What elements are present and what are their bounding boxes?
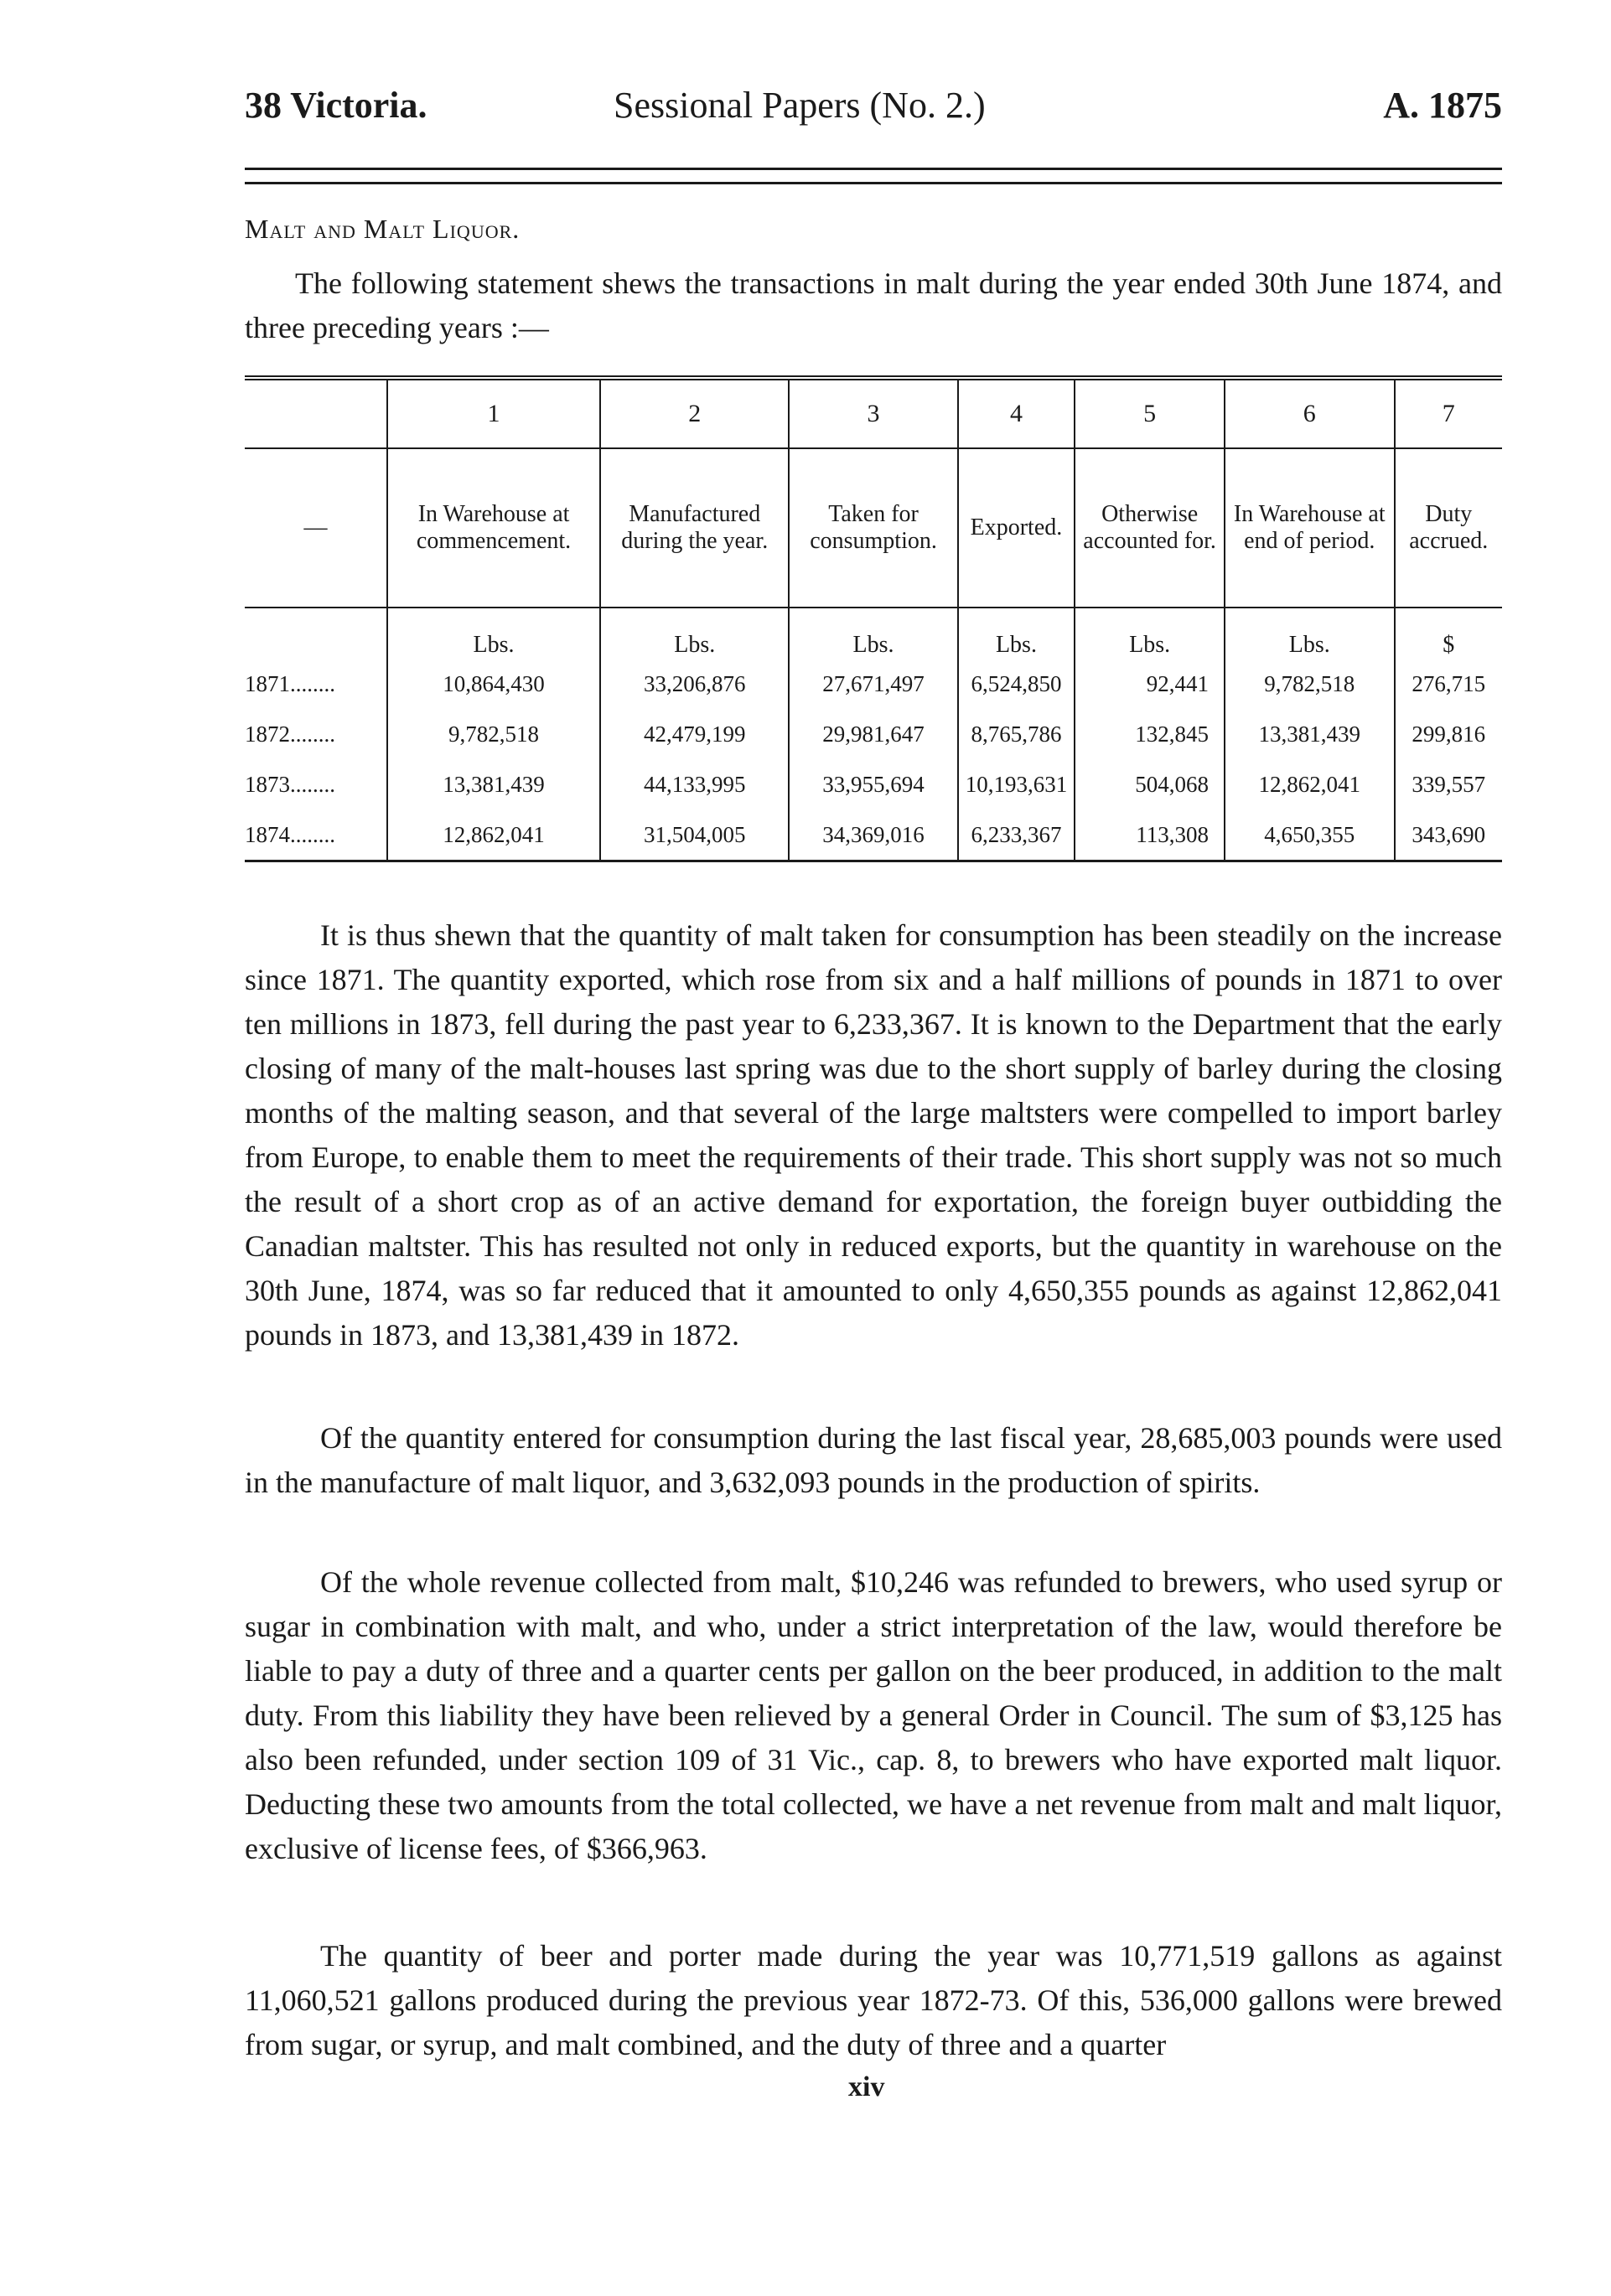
body-paragraph: It is thus shewn that the quantity of malt taken for consumption has been steadily on the increase since 1871. The quantity exported, which rose from six and a half millions of pounds in 1871 to over ten millions in 1873, fell during the past year to 6,233,367. It is known to the Department that the early closing of many of the malt-houses last spring was due to the short supply of barley during the closing months of the malting season, and that several of the large maltsters were compelled to import barley from Europe, to enable them to meet the requirements of their trade. This short supply was not so much the result of a short crop as of an active demand for exportation, the foreign buyer outbidding the Canadian maltster. This has resulted not only in reduced exports, but the quantity in warehouse on the 30th June, 1874, was so far reduced that it amounted to only 4,650,355 pounds as against 12,862,041 pounds in 1873, and 13,381,439 in 1872. <box>245 918 1502 1352</box>
stub-number-cell <box>245 378 387 448</box>
year-cell: 1872........ <box>245 721 335 747</box>
document-page <box>245 0 1502 2296</box>
column-header-row <box>245 448 1502 608</box>
value-cell: 34,369,016 <box>789 809 957 861</box>
value-cell: 12,862,041 <box>1225 759 1395 809</box>
stub-unit-cell <box>245 608 387 659</box>
page-header <box>245 84 1502 142</box>
table-row <box>245 809 1502 861</box>
intro-paragraph: The following statement shews the transactions in malt during the year ended 30th June 1874, and three preceding years :— <box>245 266 1502 344</box>
table-row <box>245 759 1502 809</box>
column-header: Exported. <box>958 448 1075 608</box>
column-number: 2 <box>600 378 789 448</box>
value-cell: 9,782,518 <box>387 709 600 759</box>
value-cell: 10,864,430 <box>387 659 600 709</box>
unit-cell: $ <box>1395 608 1502 659</box>
header-year: A. 1875 <box>1383 85 1502 126</box>
value-cell: 4,650,355 <box>1225 809 1395 861</box>
value-cell: 33,206,876 <box>600 659 789 709</box>
body-paragraph: Of the whole revenue collected from malt, $10,246 was refunded to brewers, who used syrup or sugar in combination with malt, and who, under a strict interpretation of the law, would therefore be liable to pay a duty of three and a quarter cents per gallon on the beer produced, in addition to the malt duty. From this liability they have been relieved by a general Order in Council. The sum of $3,125 has also been refunded, under section 109 of 31 Vic., cap. 8, to brewers who have exported malt liquor. Deducting these two amounts from the total collected, we have a net revenue from malt and malt liquor, exclusive of license fees, of $366,963. <box>245 1565 1502 1865</box>
body-paragraph: Of the quantity entered for consumption during the last fiscal year, 28,685,003 pounds were used in the manufacture of malt liquor, and 3,632,093 pounds in the production of spirits. <box>245 1421 1502 1499</box>
value-cell: 92,441 <box>1075 659 1225 709</box>
unit-cell: Lbs. <box>1075 608 1225 659</box>
column-header: Duty accrued. <box>1395 448 1502 608</box>
value-cell: 299,816 <box>1395 709 1502 759</box>
value-cell: 27,671,497 <box>789 659 957 709</box>
value-cell: 44,133,995 <box>600 759 789 809</box>
table-row <box>245 709 1502 759</box>
column-header: Taken for consumption. <box>789 448 957 608</box>
value-cell: 12,862,041 <box>387 809 600 861</box>
column-number-row <box>245 378 1502 448</box>
value-cell: 33,955,694 <box>789 759 957 809</box>
table-row <box>245 659 1502 709</box>
column-number: 6 <box>1225 378 1395 448</box>
header-divider <box>245 168 1502 184</box>
column-number: 5 <box>1075 378 1225 448</box>
section-title: Malt and Malt Liquor. <box>245 214 521 244</box>
page-number: xiv <box>848 2071 885 2102</box>
value-cell: 42,479,199 <box>600 709 789 759</box>
unit-row <box>245 608 1502 659</box>
unit-cell: Lbs. <box>1225 608 1395 659</box>
column-number: 3 <box>789 378 957 448</box>
column-number: 4 <box>958 378 1075 448</box>
unit-cell: Lbs. <box>600 608 789 659</box>
value-cell: 339,557 <box>1395 759 1502 809</box>
value-cell: 113,308 <box>1075 809 1225 861</box>
value-cell: 6,233,367 <box>958 809 1075 861</box>
value-cell: 504,068 <box>1075 759 1225 809</box>
header-session: 38 Victoria. <box>245 85 427 126</box>
unit-cell: Lbs. <box>789 608 957 659</box>
column-header: In Warehouse at end of period. <box>1225 448 1395 608</box>
value-cell: 29,981,647 <box>789 709 957 759</box>
column-header: Otherwise accounted for. <box>1075 448 1225 608</box>
body-paragraph: The quantity of beer and porter made during the year was 10,771,519 gallons as against 11,060,521 gallons produced during the previous year 1872-73. Of this, 536,000 gallons were brewed from sugar, or syrup, and malt combined, and the duty of three and a quarter <box>245 1939 1502 2061</box>
year-cell: 1874........ <box>245 821 335 847</box>
year-cell: 1871........ <box>245 670 335 696</box>
value-cell: 13,381,439 <box>387 759 600 809</box>
value-cell: 8,765,786 <box>958 709 1075 759</box>
column-number: 1 <box>387 378 600 448</box>
malt-transactions-table <box>245 375 1502 862</box>
value-cell: 10,193,631 <box>958 759 1075 809</box>
column-number: 7 <box>1395 378 1502 448</box>
column-header: Manufactured during the year. <box>600 448 789 608</box>
value-cell: 343,690 <box>1395 809 1502 861</box>
value-cell: 6,524,850 <box>958 659 1075 709</box>
unit-cell: Lbs. <box>958 608 1075 659</box>
header-title: Sessional Papers (No. 2.) <box>614 85 986 126</box>
column-header: In Warehouse at commencement. <box>387 448 600 608</box>
value-cell: 13,381,439 <box>1225 709 1395 759</box>
value-cell: 132,845 <box>1075 709 1225 759</box>
value-cell: 31,504,005 <box>600 809 789 861</box>
year-cell: 1873........ <box>245 771 335 797</box>
stub-header: — <box>245 448 387 608</box>
unit-cell: Lbs. <box>387 608 600 659</box>
value-cell: 9,782,518 <box>1225 659 1395 709</box>
value-cell: 276,715 <box>1395 659 1502 709</box>
